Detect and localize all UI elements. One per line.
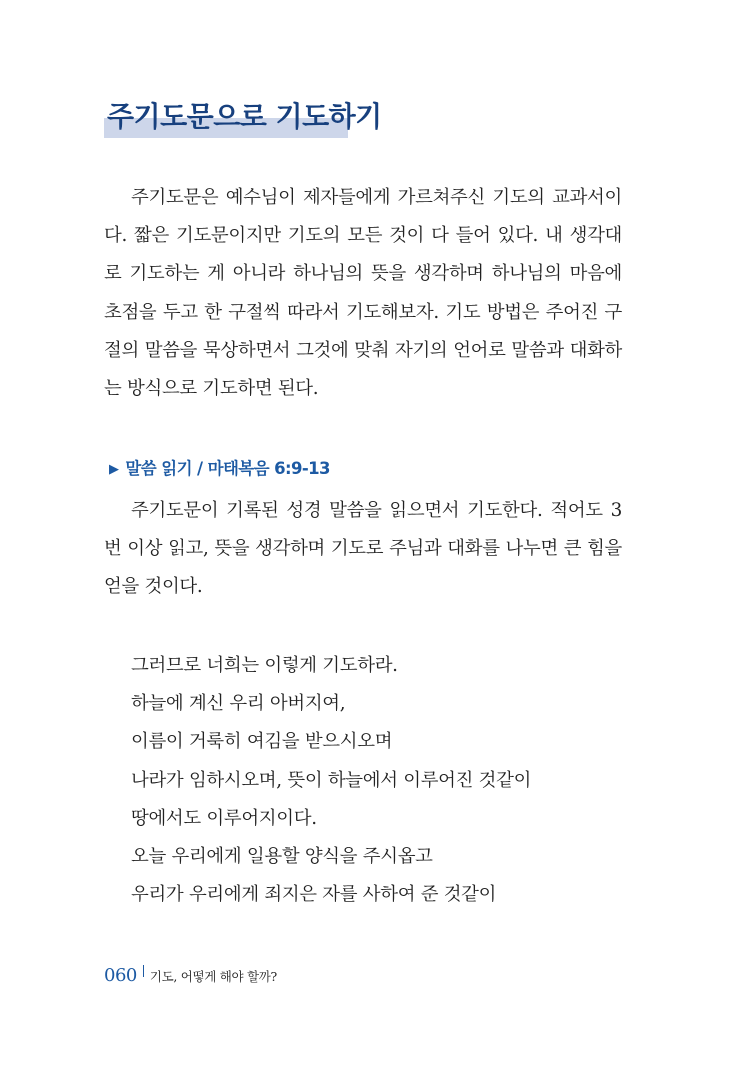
prayer-line: 나라가 임하시오며, 뜻이 하늘에서 이루어진 것같이 bbox=[131, 769, 532, 791]
footer-divider bbox=[143, 965, 144, 977]
prayer-line: 하늘에 계신 우리 아버지여, bbox=[131, 693, 346, 715]
prayer-line: 오늘 우리에게 일용할 양식을 주시옵고 bbox=[131, 845, 433, 867]
page-footer bbox=[104, 965, 277, 986]
prayer-quote bbox=[131, 647, 531, 914]
running-title: 기도, 어떻게 해야 할까? bbox=[149, 969, 277, 984]
page-number: 060 bbox=[104, 965, 137, 986]
prayer-line: 이름이 거룩히 여김을 받으시오며 bbox=[131, 731, 393, 753]
chapter-heading-block bbox=[104, 96, 382, 138]
chapter-heading: 주기도문으로 기도하기 bbox=[107, 100, 382, 133]
prayer-line: 땅에서도 이루어지이다. bbox=[131, 807, 317, 829]
triangle-bullet-icon: ▶ bbox=[109, 462, 119, 477]
intro-paragraph: 주기도문은 예수님이 제자들에게 가르쳐주신 기도의 교과서이다. 짧은 기도문이지만 기도의 모든 것이 다 들어 있다. 내 생각대로 기도하는 게 아니라 하나님의 뜻을 생각하며 하나님의 마음에 초점을 두고 한 구절씩 따라서 기도해보자. 기도 방법은 주어진 구절의 말씀을 묵상하면서 그것에 맞춰 자기의 언어로 말씀과 대화하는 방식으로 기도하면 된다. bbox=[104, 187, 622, 400]
section-paragraph: 주기도문이 기록된 성경 말씀을 읽으면서 기도한다. 적어도 3번 이상 읽고, 뜻을 생각하며 기도로 주님과 대화를 나누면 큰 힘을 얻을 것이다. bbox=[104, 500, 622, 598]
section-title: 말씀 읽기 / 마태복음 6:9-13 bbox=[125, 459, 330, 478]
prayer-line: 우리가 우리에게 죄지은 자를 사하여 준 것같이 bbox=[131, 884, 497, 906]
section-heading bbox=[109, 455, 330, 479]
prayer-line: 그러므로 너희는 이렇게 기도하라. bbox=[131, 655, 398, 676]
